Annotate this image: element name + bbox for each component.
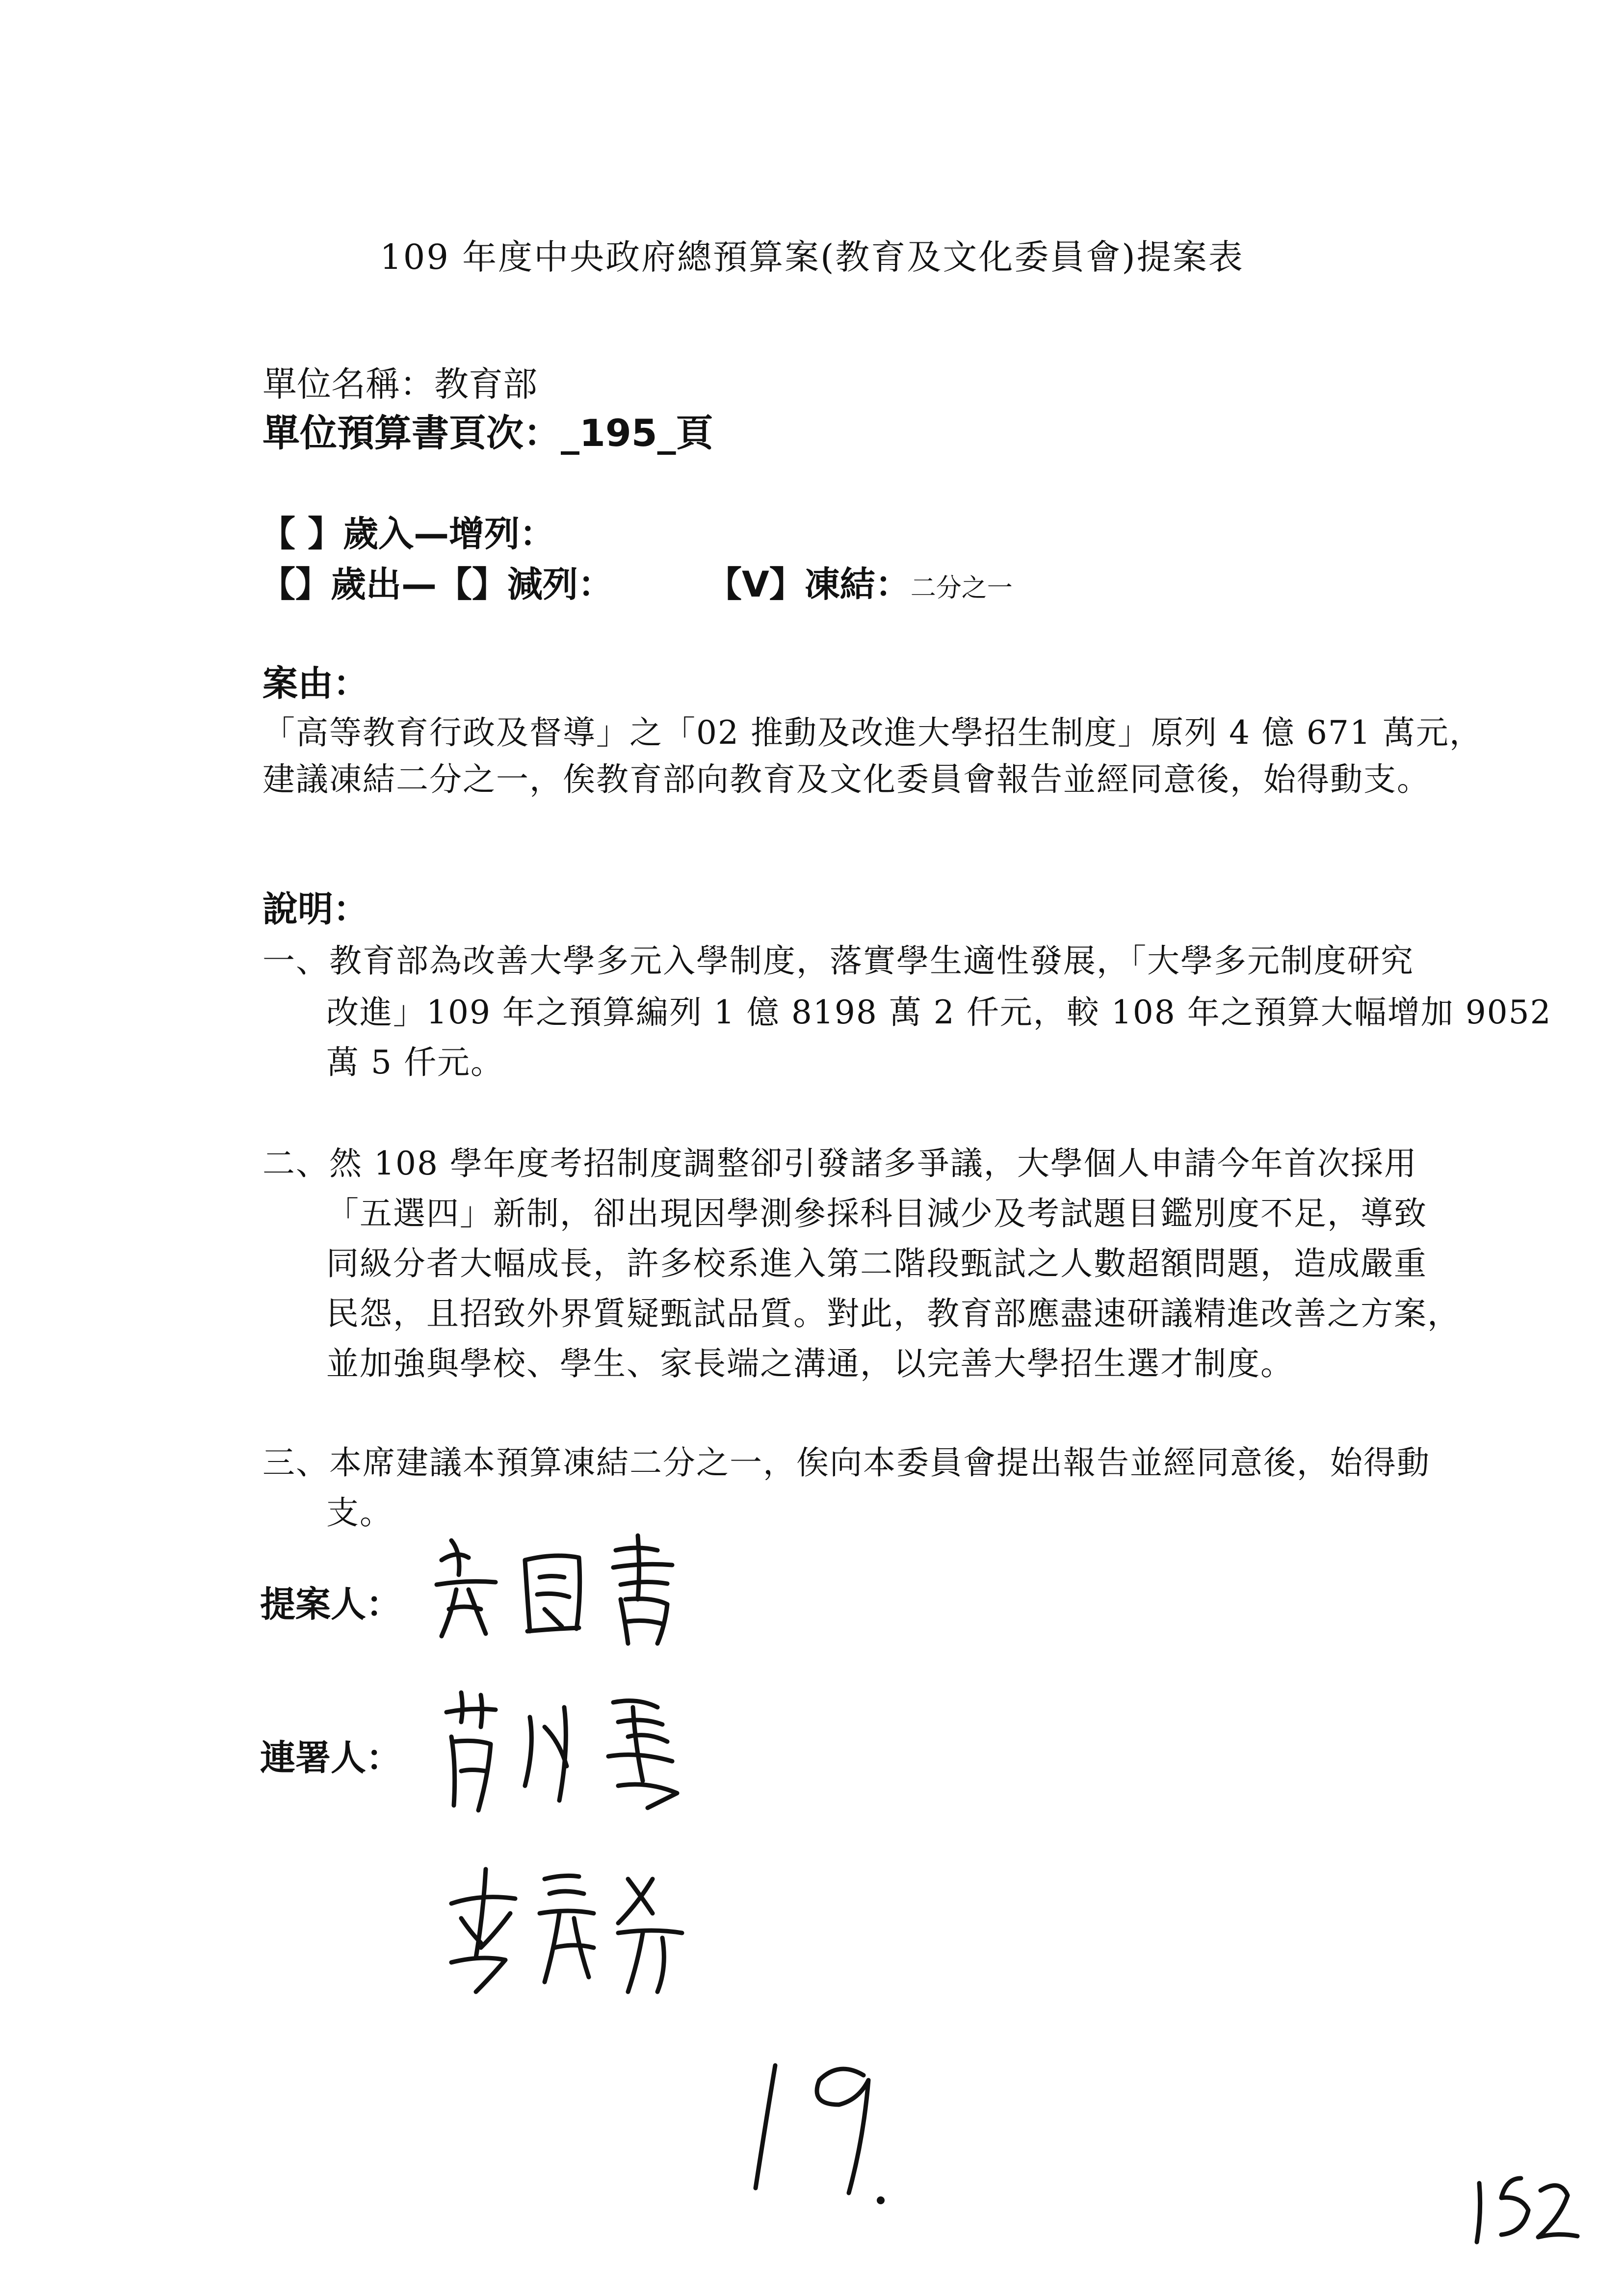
freeze-value: 二分之一	[910, 574, 1013, 603]
cosigner-label: 連署人：	[260, 1737, 402, 1778]
explanation-item-1: 一、教育部為改善大學多元入學制度，落實學生適性發展，「大學多元制度研究	[262, 942, 1414, 980]
income-increase-line: 【 】歲入—增列：	[260, 513, 555, 554]
explanation-line: 支。	[326, 1494, 393, 1532]
page-number-text	[1467, 2168, 1580, 2252]
reason-line: 「高等教育行政及督導」之「02 推動及改進大學招生制度」原列 4 億 671 萬元，	[262, 714, 1483, 752]
explanation-item-3: 三、本席建議本預算凍結二分之一，俟向本委員會提出報告並經同意後，始得動	[262, 1444, 1430, 1482]
explanation-line: 萬 5 仟元。	[326, 1044, 504, 1081]
proposer-label: 提案人：	[260, 1584, 402, 1625]
reason-line: 建議凍結二分之一，俟教育部向教育及文化委員會報告並經同意後，始得動支。	[262, 760, 1430, 798]
cosigner-signature-1	[432, 1688, 716, 1825]
unit-name: 單位名稱：教育部	[262, 364, 537, 404]
explanation-heading: 說明：	[262, 888, 369, 930]
proposer-signature	[422, 1531, 697, 1653]
explanation-line: 並加強與學校、學生、家長端之溝通，以完善大學招生選才制度。	[326, 1345, 1294, 1383]
reason-heading: 案由：	[262, 663, 369, 704]
explanation-line: 同級分者大幅成長，許多校系進入第二階段甄試之人數超額問題，造成嚴重	[326, 1245, 1427, 1282]
explanation-item-2: 二、然 108 學年度考招制度調整卻引發諸多爭議，大學個人申請今年首次採用	[262, 1145, 1417, 1182]
freeze-line	[707, 556, 1013, 607]
budget-page-reference: 單位預算書頁次：_195_頁	[262, 411, 713, 455]
cosigner-signature-2	[432, 1859, 707, 2002]
page-title: 109 年度中央政府總預算案(教育及文化委員會)提案表	[380, 237, 1244, 277]
explanation-line: 民怨，且招致外界質疑甄試品質。對此，教育部應盡速研議精進改善之方案，	[326, 1295, 1461, 1332]
expense-decrease-line: 【】歲出—【】減列：	[260, 564, 614, 605]
freeze-label: 【V】凍結：	[707, 564, 911, 605]
handwritten-number-text	[731, 2026, 908, 2222]
explanation-line: 改進」109 年之預算編列 1 億 8198 萬 2 仟元，較 108 年之預算大幅增加 9052	[326, 993, 1552, 1031]
explanation-line: 「五選四」新制，卻出現因學測參採科目減少及考試題目鑑別度不足，導致	[326, 1195, 1427, 1232]
